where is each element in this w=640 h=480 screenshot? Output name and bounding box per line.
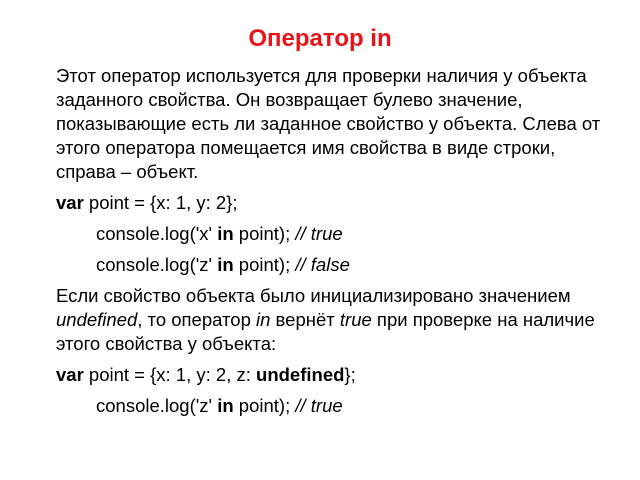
- term-true: true: [339, 309, 372, 330]
- log-suffix: point);: [233, 254, 296, 275]
- var-keyword: var: [56, 364, 84, 385]
- declaration-text: point = {x: 1, y: 2, z:: [83, 364, 257, 385]
- note-text: Если свойство объекта было инициализировано значением: [56, 285, 571, 306]
- code-log-line-2: [56, 253, 616, 277]
- slide-title: Оператор in: [248, 25, 392, 52]
- note-paragraph: [56, 284, 616, 356]
- slide-content: [56, 64, 616, 425]
- code-log-line-3: [56, 394, 616, 418]
- in-keyword: in: [217, 395, 234, 416]
- log-prefix: console.log('x': [96, 223, 218, 244]
- intro-paragraph: Этот оператор используется для проверки наличия у объекта заданного свойства. Он возвращает булево значение, показывающие есть ли заданное свойство у объекта. Слева от этого оператора помещается имя свойства в виде строки, справа – объект.: [56, 65, 601, 182]
- note-text: , то оператор: [137, 309, 257, 330]
- log-suffix: point);: [233, 395, 296, 416]
- code-declaration-1: [56, 191, 616, 215]
- code-comment: // false: [295, 254, 350, 275]
- note-text: вернёт: [270, 309, 340, 330]
- in-keyword: in: [217, 254, 234, 275]
- note-text: при проверке на наличие этого свойства у объекта:: [56, 309, 595, 354]
- code-comment: // true: [295, 223, 343, 244]
- declaration-end: };: [344, 364, 356, 385]
- declaration-text: point = {x: 1, y: 2};: [83, 192, 238, 213]
- log-prefix: console.log('z': [96, 254, 218, 275]
- log-prefix: console.log('z': [96, 395, 218, 416]
- log-suffix: point);: [233, 223, 296, 244]
- term-undefined: undefined: [56, 309, 138, 330]
- code-log-line-1: [56, 222, 616, 246]
- term-in: in: [256, 309, 271, 330]
- in-keyword: in: [217, 223, 234, 244]
- var-keyword: var: [56, 192, 84, 213]
- code-comment: // true: [295, 395, 343, 416]
- undefined-value: undefined: [256, 364, 345, 385]
- code-declaration-2: [56, 363, 616, 387]
